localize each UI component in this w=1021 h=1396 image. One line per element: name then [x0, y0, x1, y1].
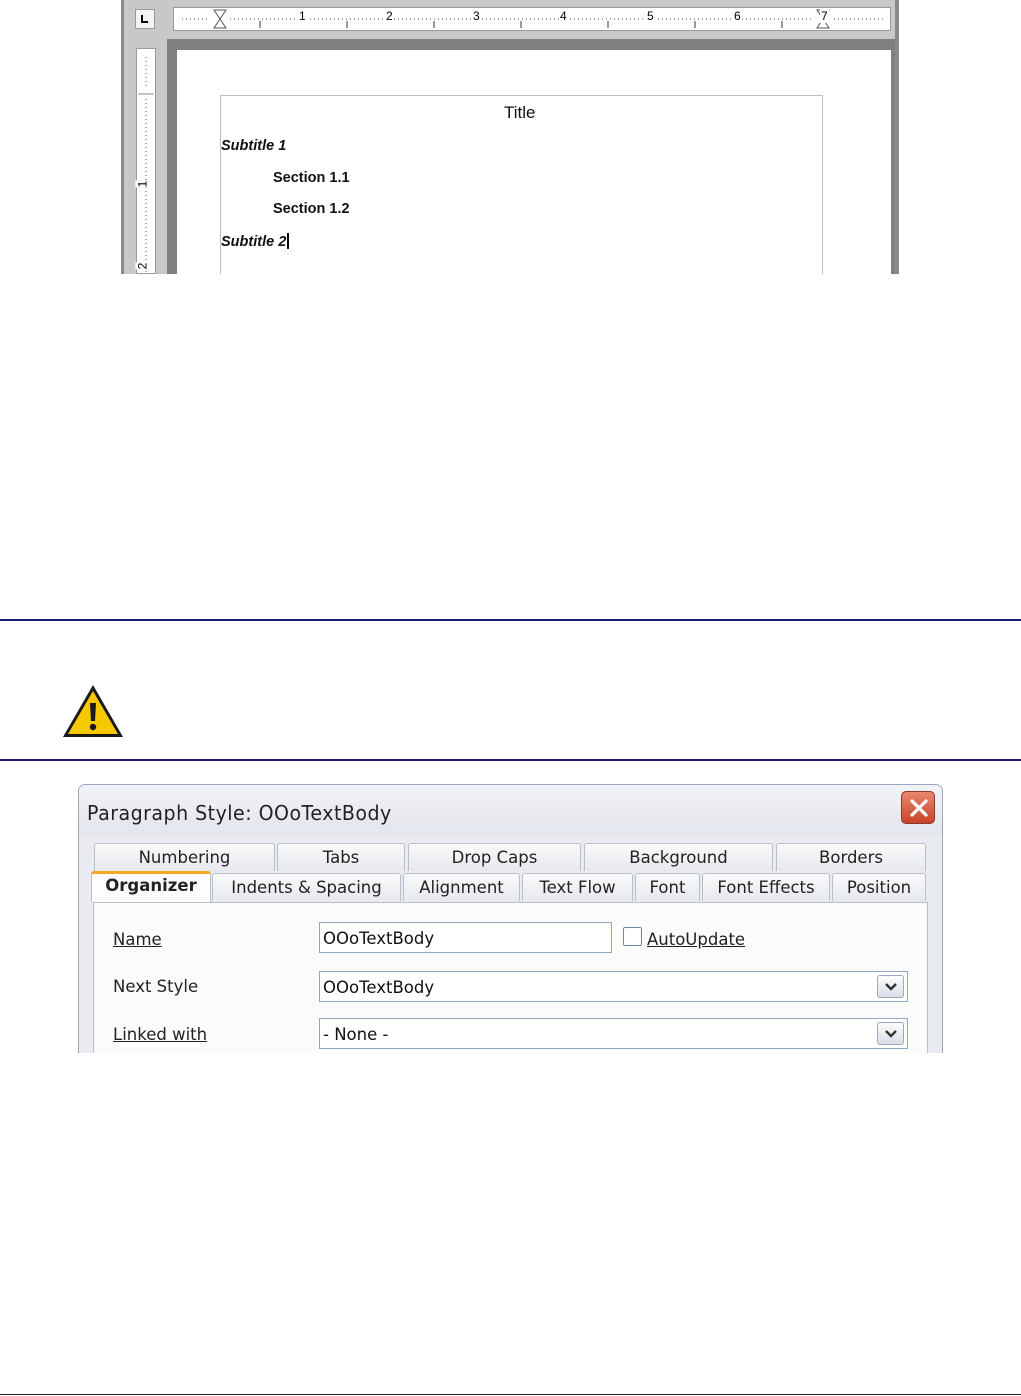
tab-background[interactable] [584, 843, 773, 871]
autoupdate-checkbox[interactable] [623, 927, 642, 946]
window-border-right [895, 0, 899, 274]
vertical-ruler-number: 2 [135, 262, 150, 270]
horizontal-ruler[interactable] [173, 7, 891, 31]
tab-indents-spacing[interactable] [212, 873, 401, 901]
tab-font[interactable] [635, 873, 700, 901]
linked-with-label: Linked with [113, 1025, 208, 1044]
dialog-title: Paragraph Style: OOoTextBody [87, 801, 392, 825]
doc-title[interactable]: Title [504, 103, 536, 122]
autoupdate-label[interactable]: AutoUpdate [647, 930, 746, 949]
tab-text-flow[interactable] [522, 873, 633, 901]
dialog-titlebar[interactable] [79, 785, 942, 835]
ruler-ticks [174, 8, 890, 30]
tab-label: Background [629, 848, 728, 867]
caution-top-rule [0, 619, 1021, 621]
ruler-number: 1 [299, 9, 306, 23]
tab-tabs[interactable] [277, 843, 405, 871]
tab-label: Drop Caps [451, 848, 538, 867]
doc-subtitle-2-text: Subtitle 2 [221, 234, 287, 250]
ruler-number: 7 [821, 9, 828, 23]
tab-label: Font Effects [717, 878, 815, 897]
name-input[interactable] [319, 922, 612, 953]
tab-font-effects[interactable] [702, 873, 830, 901]
ruler-number: 2 [386, 9, 393, 23]
tab-label: Font [649, 878, 686, 897]
paragraph-style-dialog [78, 784, 943, 1053]
doc-subtitle-1[interactable]: Subtitle 1 [221, 138, 287, 154]
tab-label: Tabs [322, 848, 360, 867]
tab-label: Position [846, 878, 912, 897]
tab-label: Text Flow [539, 878, 616, 897]
tab-numbering[interactable] [94, 843, 275, 871]
tab-organizer[interactable] [91, 871, 211, 902]
name-label: Name [113, 930, 162, 949]
linked-with-value: - None - [323, 1025, 389, 1044]
caution-bottom-rule [0, 759, 1021, 761]
doc-subtitle-2[interactable] [221, 233, 289, 250]
tab-stop-type-button[interactable] [135, 9, 155, 29]
tab-borders[interactable] [776, 843, 926, 871]
tab-label: Organizer [105, 876, 197, 895]
next-style-select[interactable] [319, 971, 908, 1002]
ruler-number: 4 [560, 9, 567, 23]
doc-section-1-1[interactable]: Section 1.1 [273, 170, 350, 186]
tab-label: Numbering [138, 848, 231, 867]
text-cursor [287, 233, 289, 249]
doc-section-1-2[interactable]: Section 1.2 [273, 201, 350, 217]
linked-with-select[interactable] [319, 1018, 908, 1049]
left-tab-icon [141, 15, 148, 23]
vertical-ruler-ticks [137, 49, 155, 273]
tab-label: Indents & Spacing [231, 878, 382, 897]
ruler-number: 5 [647, 9, 654, 23]
ruler-number: 6 [734, 9, 741, 23]
left-indent-marker-icon [214, 10, 226, 28]
footer-rule [0, 1394, 1021, 1395]
chevron-down-icon [885, 983, 897, 991]
warning-triangle-icon [61, 683, 125, 739]
ruler-number: 3 [473, 9, 480, 23]
next-style-dropdown-button[interactable] [877, 975, 904, 998]
next-style-value: OOoTextBody [323, 978, 435, 997]
vertical-ruler-number: 1 [135, 180, 150, 188]
close-button[interactable] [901, 791, 935, 824]
tab-label: Borders [819, 848, 883, 867]
next-style-label: Next Style [113, 977, 199, 996]
chevron-down-icon [885, 1030, 897, 1038]
vertical-ruler[interactable] [136, 48, 156, 274]
close-icon [910, 799, 928, 817]
tab-label: Alignment [419, 878, 504, 897]
tab-alignment[interactable] [403, 873, 520, 901]
linked-with-dropdown-button[interactable] [877, 1022, 904, 1045]
tab-position[interactable] [832, 873, 926, 901]
window-border-left [121, 0, 124, 274]
writer-screenshot [121, 0, 899, 274]
tab-drop-caps[interactable] [408, 843, 581, 871]
name-input-value: OOoTextBody [323, 929, 435, 948]
